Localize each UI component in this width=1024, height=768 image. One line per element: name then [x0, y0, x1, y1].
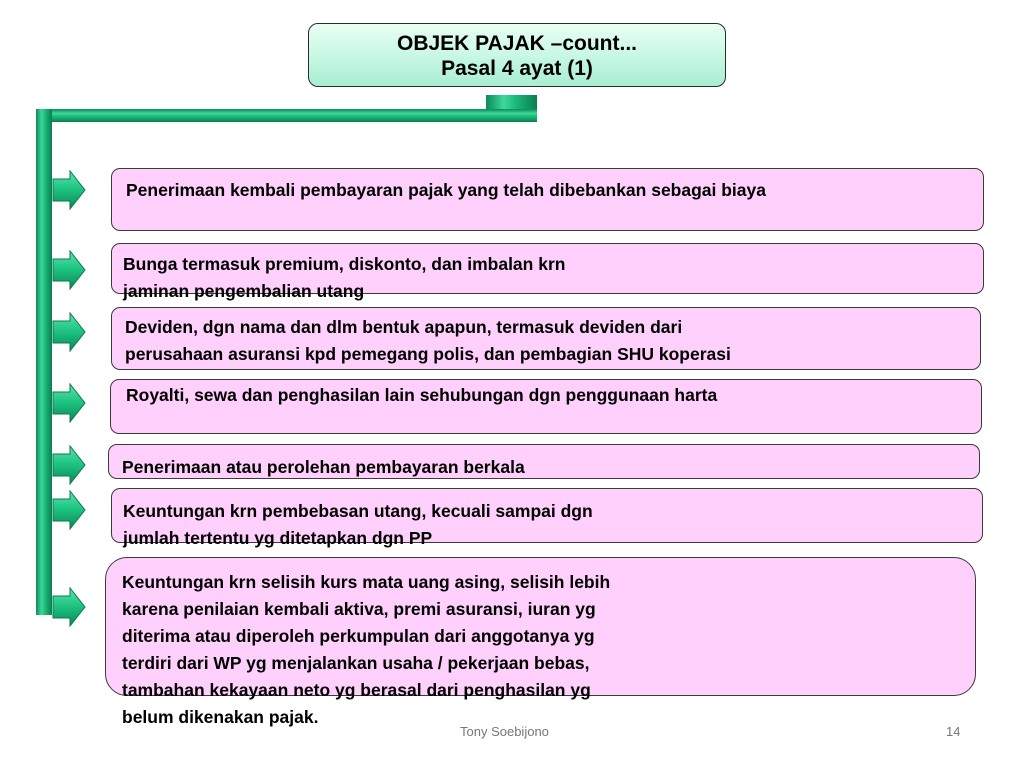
- right-arrow-icon: [52, 170, 86, 210]
- right-arrow-icon: [52, 445, 86, 485]
- connector-vertical-bar: [36, 109, 52, 615]
- item-text-line: Keuntungan krn selisih kurs mata uang asing, selisih lebih: [122, 572, 611, 592]
- item-text-line: Bunga termasuk premium, diskonto, dan imbalan krn: [123, 254, 566, 274]
- title-line-2: Pasal 4 ayat (1): [441, 57, 593, 80]
- item-text-line: jaminan pengembalian utang: [123, 281, 365, 301]
- item-text-line: tambahan kekayaan neto yg berasal dari penghasilan yg: [122, 680, 591, 700]
- slide-title: [308, 23, 726, 87]
- list-item: [111, 307, 981, 370]
- footer-author: Tony Soebijono: [460, 724, 549, 739]
- item-text-line: Royalti, sewa dan penghasilan lain sehubungan dgn penggunaan harta: [126, 385, 718, 405]
- item-text-line: karena penilaian kembali aktiva, premi asuransi, iuran yg: [122, 599, 596, 619]
- right-arrow-icon: [52, 250, 86, 290]
- connector-horizontal-bar: [36, 109, 537, 122]
- list-item: [110, 379, 982, 434]
- list-item: [108, 444, 980, 479]
- right-arrow-icon: [52, 312, 86, 352]
- item-text-line: jumlah tertentu yg ditetapkan dgn PP: [123, 528, 433, 548]
- item-text-line: terdiri dari WP yg menjalankan usaha / pekerjaan bebas,: [122, 653, 590, 673]
- page-number: 14: [946, 724, 961, 739]
- item-text-line: Penerimaan kembali pembayaran pajak yang telah dibebankan sebagai biaya: [126, 180, 766, 200]
- item-text-line: Deviden, dgn nama dan dlm bentuk apapun, termasuk deviden dari: [125, 317, 683, 337]
- item-text-line: perusahaan asuransi kpd pemegang polis, dan pembagian SHU koperasi: [125, 344, 731, 364]
- list-item: [111, 168, 984, 231]
- item-text-line: Keuntungan krn pembebasan utang, kecuali sampai dgn: [123, 501, 593, 521]
- right-arrow-icon: [52, 490, 86, 530]
- list-item: [111, 243, 984, 301]
- item-text-line: belum dikenakan pajak.: [122, 707, 319, 727]
- right-arrow-icon: [52, 383, 86, 423]
- list-item: [105, 557, 976, 727]
- list-item: [111, 488, 983, 548]
- connector-stub: [486, 95, 537, 109]
- right-arrow-icon: [52, 587, 86, 627]
- item-text-line: diterima atau diperoleh perkumpulan dari anggotanya yg: [122, 626, 595, 646]
- item-text-line: Penerimaan atau perolehan pembayaran berkala: [122, 457, 525, 477]
- title-line-1: OBJEK PAJAK –count...: [397, 32, 637, 55]
